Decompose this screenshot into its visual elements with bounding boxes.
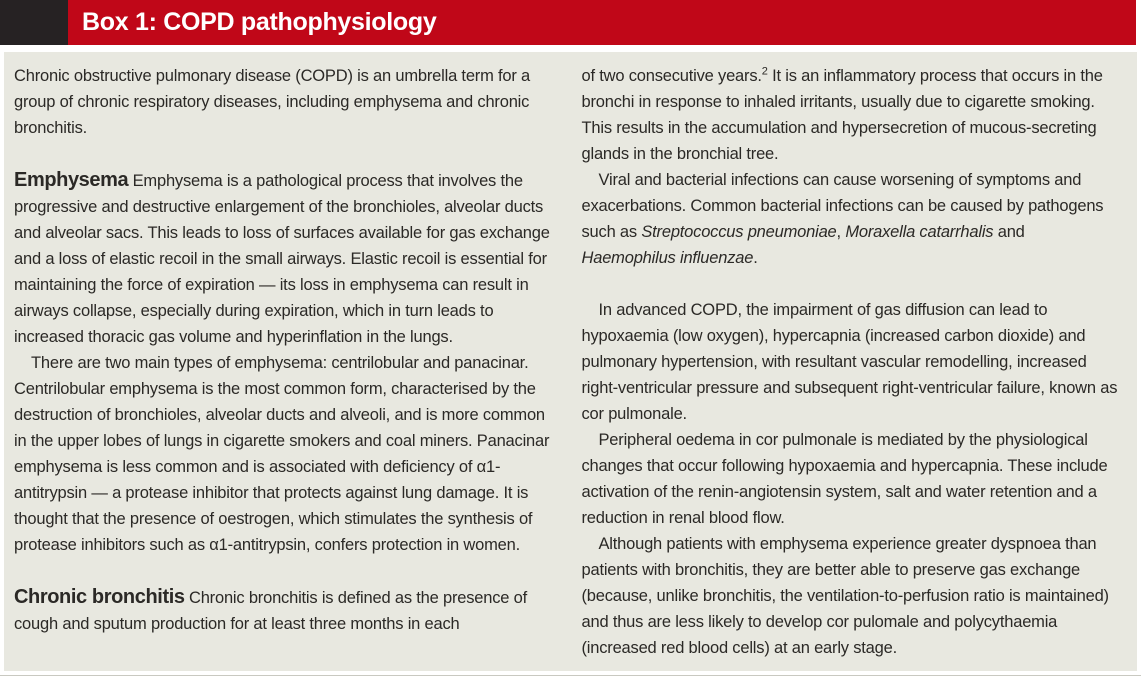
intro-paragraph: Chronic obstructive pulmonary disease (COPD) is an umbrella term for a group of chronic respiratory diseases, including emphysema and chronic bronchitis. [14, 67, 531, 137]
species-name-streptococcus: Streptococcus pneumoniae [641, 223, 837, 241]
emphysema-body-text: Emphysema is a pathological process that involves the progressive and destructive enlargement of the bronchioles, alveolar ducts and alveolar sacs. This leads to loss of surfaces available for gas exchange and a loss of elastic recoil in the small airways. Elastic recoil is essential for maintaining the force of expiration — its loss in emphysema can result in airways collapse, especially during expiration, which in turn leads to increased thoracic gas volume and hyperinflation in the lungs. [14, 172, 550, 346]
header-black-tab [0, 0, 68, 45]
bronchitis-cont-text-after-ref: It is an inflammatory process that occurs in the bronchi in response to inhaled irritants, usually due to cigarette smoking. This results in the accumulation and hypersecretion of mucous-secreting glands in the bronchial tree. [581, 67, 1103, 163]
advanced-copd-paragraph: In advanced COPD, the impairment of gas diffusion can lead to hypoxaemia (low oxygen), hypercapnia (increased carbon dioxide) and pulmonary hypertension, with resultant vascular remodelling, increased right-ventricular pressure and subsequent right-ventricular failure, known as cor pulmonale. [581, 301, 1118, 423]
infections-paragraph [582, 167, 1124, 271]
right-column [582, 63, 1124, 671]
box-title: Box 1: COPD pathophysiology [82, 8, 437, 36]
left-column [14, 63, 556, 671]
chronic-bronchitis-paragraph [14, 584, 556, 637]
infections-text-1: Viral and bacterial infections can cause worsening of symptoms and exacerbations. Common bacterial infections can be caused by pathogens such as [581, 171, 1104, 241]
species-name-haemophilus: Haemophilus influenzae [581, 249, 754, 267]
box-body [4, 52, 1137, 671]
bronchitis-continuation-paragraph [582, 63, 1124, 167]
header-red-bar [68, 0, 1136, 45]
emphysema-heading: Emphysema [14, 169, 129, 191]
reference-superscript: 2 [761, 65, 768, 78]
bronchitis-cont-text: of two consecutive years. [581, 67, 762, 85]
box-header [0, 0, 1141, 45]
species-name-moraxella: Moraxella catarrhalis [845, 223, 994, 241]
chronic-bronchitis-heading: Chronic bronchitis [14, 586, 185, 608]
emphysema-types-paragraph: There are two main types of emphysema: centrilobular and panacinar. Centrilobular emphysema is the most common form, characterised by the destruction of bronchioles, alveolar ducts and alveoli, and is more common in the upper lobes of lungs in cigarette smokers and coal miners. Panacinar emphysema is less common and is associated with deficiency of α1-antitrypsin — a protease inhibitor that protects against lung damage. It is thought that the presence of oestrogen, which stimulates the synthesis of protease inhibitors such as α1-antitrypsin, confers protection in women. [14, 354, 550, 554]
infections-text-2: , [836, 223, 846, 241]
infections-text-4: . [753, 249, 758, 267]
emphysema-vs-bronchitis-paragraph: Although patients with emphysema experience greater dyspnoea than patients with bronchitis, they are better able to preserve gas exchange (because, unlike bronchitis, the ventilation-to-perfusion ratio is maintained) and thus are less likely to develop cor pulomale and polycythaemia (increased red blood cells) at an early stage. [581, 535, 1109, 657]
emphysema-paragraph [14, 167, 556, 350]
infections-text-3: and [993, 223, 1025, 241]
chronic-bronchitis-body-text: Chronic bronchitis is defined as the presence of cough and sputum production for at least three months in each [14, 589, 527, 633]
peripheral-oedema-paragraph: Peripheral oedema in cor pulmonale is mediated by the physiological changes that occur following hypoxaemia and hypercapnia. These include activation of the renin-angiotensin system, salt and water retention and a reduction in renal blood flow. [581, 431, 1108, 527]
